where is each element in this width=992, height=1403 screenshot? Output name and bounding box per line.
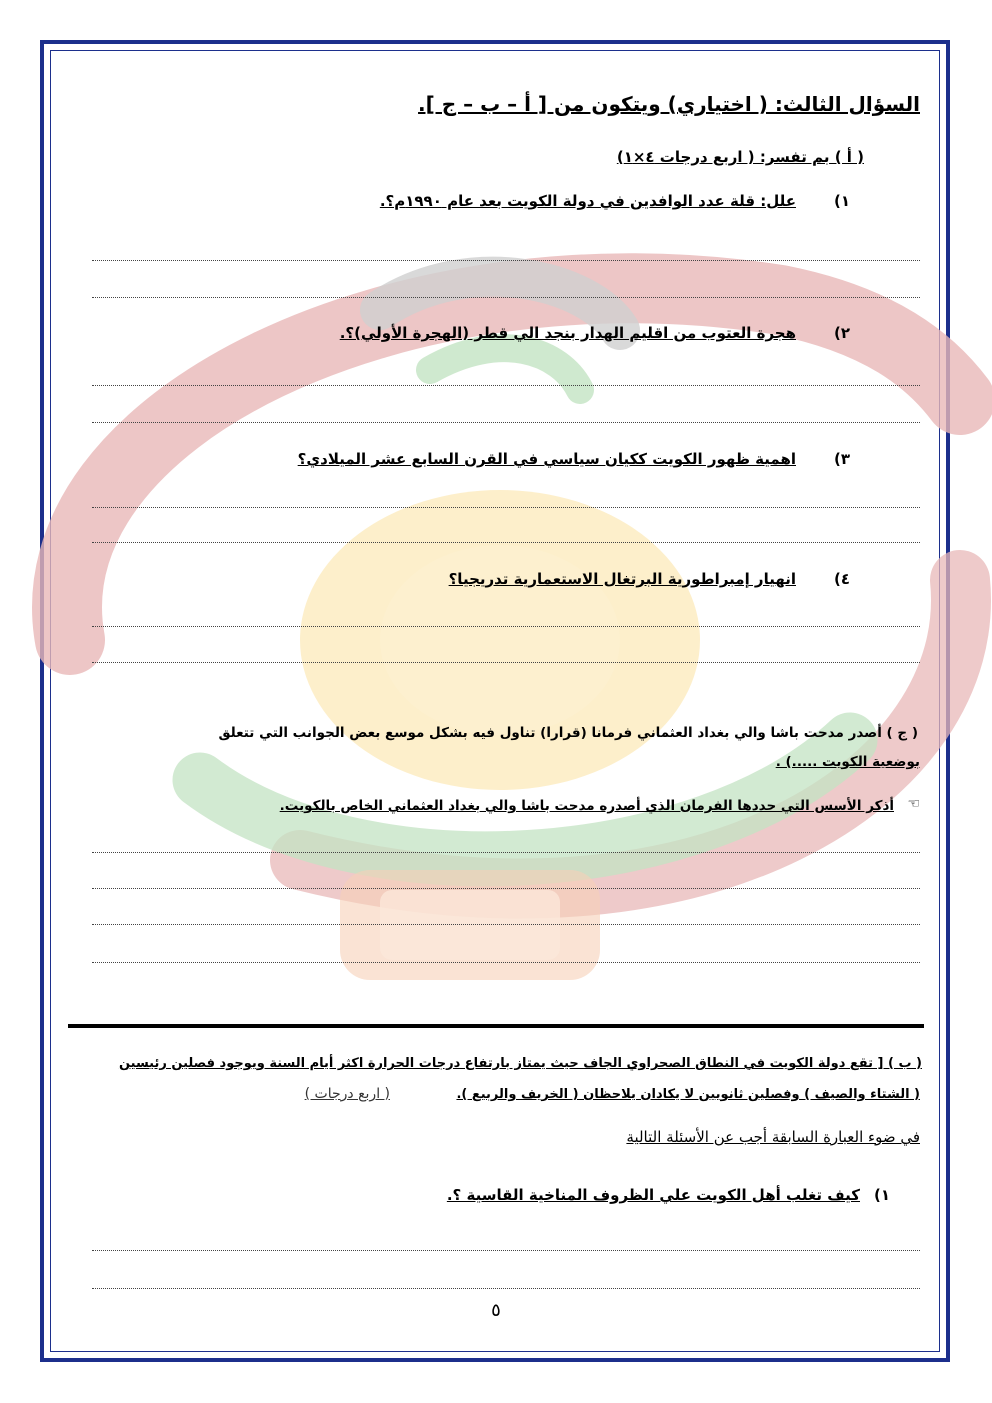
section-separator (68, 1024, 924, 1028)
part-c-question: أذكر الأسس التي حددها الفرمان الذي أصدره مدحت باشا والي بغداد العثماني الخاص بالكويت. (279, 798, 894, 814)
part-b-grade: ( اربع درجات ) (304, 1086, 390, 1102)
part-c-statement-line2: بوضعية الكويت .....) . (775, 754, 920, 770)
question-text: اهمية ظهور الكويت ككيان سياسي في القرن السابع عشر الميلادي؟ (297, 450, 796, 468)
part-a-heading: ( أ ) بم تفسر: ( اربع درجات ٤×١) (616, 148, 864, 166)
watermark-logo (0, 220, 992, 1040)
question-number: ٢) (833, 324, 850, 342)
answer-line (92, 422, 920, 423)
answer-line (92, 260, 920, 261)
question-text: انهيار إمبراطورية البرتغال الاستعمارية تدريجيا؟ (448, 570, 796, 588)
part-b-statement-line1: ( ب ) [ تقع دولة الكويت في النطاق الصحراوي الجاف حيث يمتاز بارتفاع درجات الحرارة اكثر أيام السنة ويوجود فصلين رئيسين (118, 1056, 922, 1071)
question-number: ١) (833, 192, 850, 210)
answer-line (92, 888, 920, 889)
question-text: علل: قلة عدد الوافدين في دولة الكويت بعد عام ١٩٩٠م؟. (379, 192, 796, 210)
question-text: هجرة العتوب من اقليم الهدار بنجد الي قطر (الهجرة الأولي)؟. (339, 324, 796, 342)
question-number: ٣) (833, 450, 850, 468)
answer-line (92, 962, 920, 963)
part-c-statement-line1: ( ج ) أصدر مدحت باشا والي بغداد العثماني فرمانا (قرارا) تناول فيه بشكل موسع بعض الجوانب التي تتعلق (218, 725, 918, 741)
answer-line (92, 507, 920, 508)
part-b-statement-line2: ( الشتاء والصيف ) وفصلين ثانويين لا يكادان يلاحظان ( الخريف والربيع ). (456, 1087, 920, 1102)
answer-line (92, 542, 920, 543)
section-title: السؤال الثالث: ( اختياري) ويتكون من [ أ – ب – ج ]. (418, 92, 920, 116)
answer-line (92, 852, 920, 853)
question-number: ١) (873, 1186, 890, 1204)
answer-line (92, 297, 920, 298)
answer-line (92, 662, 920, 663)
answer-line (92, 1250, 920, 1251)
answer-line (92, 626, 920, 627)
answer-line (92, 924, 920, 925)
pointing-hand-icon: ☜ (907, 796, 920, 812)
answer-line (92, 385, 920, 386)
question-number: ٤) (833, 570, 850, 588)
question-text: كيف تغلب أهل الكويت علي الظروف المناخية القاسية ؟. (446, 1186, 860, 1204)
page-number: ٥ (491, 1300, 501, 1321)
answer-line (92, 1288, 920, 1289)
part-b-instruction: في ضوء العبارة السابقة أجب عن الأسئلة التالية (626, 1128, 920, 1146)
